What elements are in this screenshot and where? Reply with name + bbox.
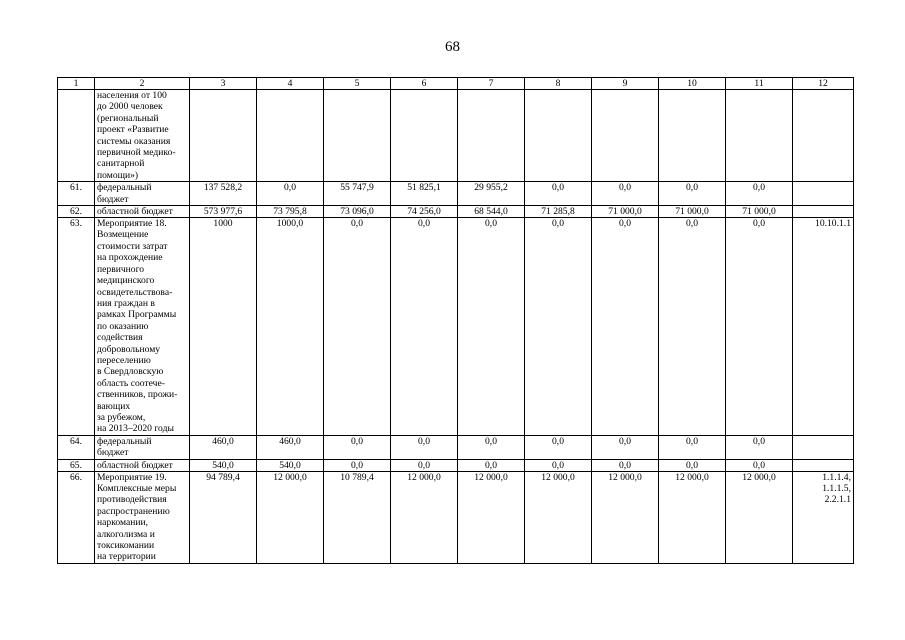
cell-value: 73 795,8 [257, 206, 324, 218]
table-row [58, 182, 854, 206]
cell-value: 573 977,6 [190, 206, 257, 218]
row-name: областной бюджет [95, 459, 190, 471]
cell-value [257, 90, 324, 182]
cell-value: 55 747,9 [324, 182, 391, 206]
cell-value: 0,0 [659, 459, 726, 471]
cell-value: 0,0 [592, 459, 659, 471]
row-refs [793, 90, 854, 182]
column-header: 7 [458, 78, 525, 90]
cell-value: 137 528,2 [190, 182, 257, 206]
cell-value: 0,0 [525, 182, 592, 206]
column-header: 4 [257, 78, 324, 90]
row-number: 61. [58, 182, 95, 206]
cell-value: 12 000,0 [257, 471, 324, 563]
cell-value: 51 825,1 [391, 182, 458, 206]
row-number [58, 90, 95, 182]
column-header: 6 [391, 78, 458, 90]
cell-value: 0,0 [458, 459, 525, 471]
table-row [58, 90, 854, 182]
cell-value: 1000,0 [257, 218, 324, 436]
cell-value: 0,0 [391, 459, 458, 471]
cell-value: 71 000,0 [592, 206, 659, 218]
row-refs: 1.1.1.4, 1.1.1.5, 2.2.1.1 [793, 471, 854, 563]
row-refs [793, 182, 854, 206]
column-header: 1 [58, 78, 95, 90]
cell-value: 0,0 [659, 218, 726, 436]
cell-value: 1000 [190, 218, 257, 436]
cell-value: 0,0 [458, 218, 525, 436]
cell-value: 0,0 [525, 435, 592, 459]
row-number: 66. [58, 471, 95, 563]
cell-value [525, 90, 592, 182]
row-name: областной бюджет [95, 206, 190, 218]
cell-value [190, 90, 257, 182]
cell-value: 0,0 [659, 435, 726, 459]
cell-value: 0,0 [257, 182, 324, 206]
cell-value: 0,0 [726, 182, 793, 206]
column-header: 10 [659, 78, 726, 90]
column-header: 11 [726, 78, 793, 90]
cell-value: 0,0 [726, 435, 793, 459]
row-name: Мероприятие 19. Комплексные меры противодействия распространению наркомании, алкоголизма и токсикомании на территории [95, 471, 190, 563]
row-refs [793, 459, 854, 471]
column-header: 12 [793, 78, 854, 90]
cell-value: 29 955,2 [458, 182, 525, 206]
cell-value [458, 90, 525, 182]
cell-value [592, 90, 659, 182]
cell-value: 12 000,0 [458, 471, 525, 563]
cell-value: 0,0 [324, 459, 391, 471]
table-row [58, 459, 854, 471]
cell-value [659, 90, 726, 182]
column-header: 2 [95, 78, 190, 90]
row-refs [793, 206, 854, 218]
row-name: федеральный бюджет [95, 182, 190, 206]
column-header: 5 [324, 78, 391, 90]
row-number: 64. [58, 435, 95, 459]
cell-value: 540,0 [190, 459, 257, 471]
cell-value: 68 544,0 [458, 206, 525, 218]
table-row [58, 471, 854, 563]
cell-value: 10 789,4 [324, 471, 391, 563]
cell-value: 0,0 [391, 218, 458, 436]
cell-value [324, 90, 391, 182]
cell-value: 0,0 [726, 218, 793, 436]
cell-value: 460,0 [190, 435, 257, 459]
cell-value: 73 096,0 [324, 206, 391, 218]
column-header: 8 [525, 78, 592, 90]
cell-value: 0,0 [525, 218, 592, 436]
cell-value [391, 90, 458, 182]
cell-value: 94 789,4 [190, 471, 257, 563]
cell-value: 0,0 [659, 182, 726, 206]
row-name: населения от 100 до 2000 человек (региональный проект «Развитие системы оказания первичной медико- санитарной помощи») [95, 90, 190, 182]
page-number: 68 [445, 39, 460, 55]
cell-value: 74 256,0 [391, 206, 458, 218]
row-name: федеральный бюджет [95, 435, 190, 459]
row-number: 62. [58, 206, 95, 218]
table-row [58, 218, 854, 436]
cell-value: 71 000,0 [659, 206, 726, 218]
cell-value: 12 000,0 [525, 471, 592, 563]
table-row [58, 206, 854, 218]
cell-value: 0,0 [525, 459, 592, 471]
cell-value: 540,0 [257, 459, 324, 471]
cell-value: 0,0 [592, 218, 659, 436]
cell-value: 0,0 [592, 182, 659, 206]
cell-value: 71 285,8 [525, 206, 592, 218]
column-header: 9 [592, 78, 659, 90]
column-header: 3 [190, 78, 257, 90]
cell-value: 0,0 [391, 435, 458, 459]
cell-value: 460,0 [257, 435, 324, 459]
cell-value: 0,0 [592, 435, 659, 459]
table-row [58, 435, 854, 459]
row-number: 63. [58, 218, 95, 436]
cell-value [726, 90, 793, 182]
cell-value: 12 000,0 [592, 471, 659, 563]
row-refs [793, 435, 854, 459]
row-name: Мероприятие 18. Возмещение стоимости затрат на прохождение первичного медицинского освидетельствова- ния граждан в рамках Программы по оказанию содействия добровольному переселению в Свердловскую область соотече- ственников, прожи- вающих за рубежом, на 2013–2020 годы [95, 218, 190, 436]
cell-value: 0,0 [324, 435, 391, 459]
header-row [58, 78, 854, 90]
cell-value: 0,0 [324, 218, 391, 436]
row-number: 65. [58, 459, 95, 471]
cell-value: 12 000,0 [391, 471, 458, 563]
cell-value: 0,0 [726, 459, 793, 471]
cell-value: 0,0 [458, 435, 525, 459]
row-refs: 10.10.1.1 [793, 218, 854, 436]
cell-value: 71 000,0 [726, 206, 793, 218]
cell-value: 12 000,0 [726, 471, 793, 563]
cell-value: 12 000,0 [659, 471, 726, 563]
budget-table [57, 77, 854, 564]
